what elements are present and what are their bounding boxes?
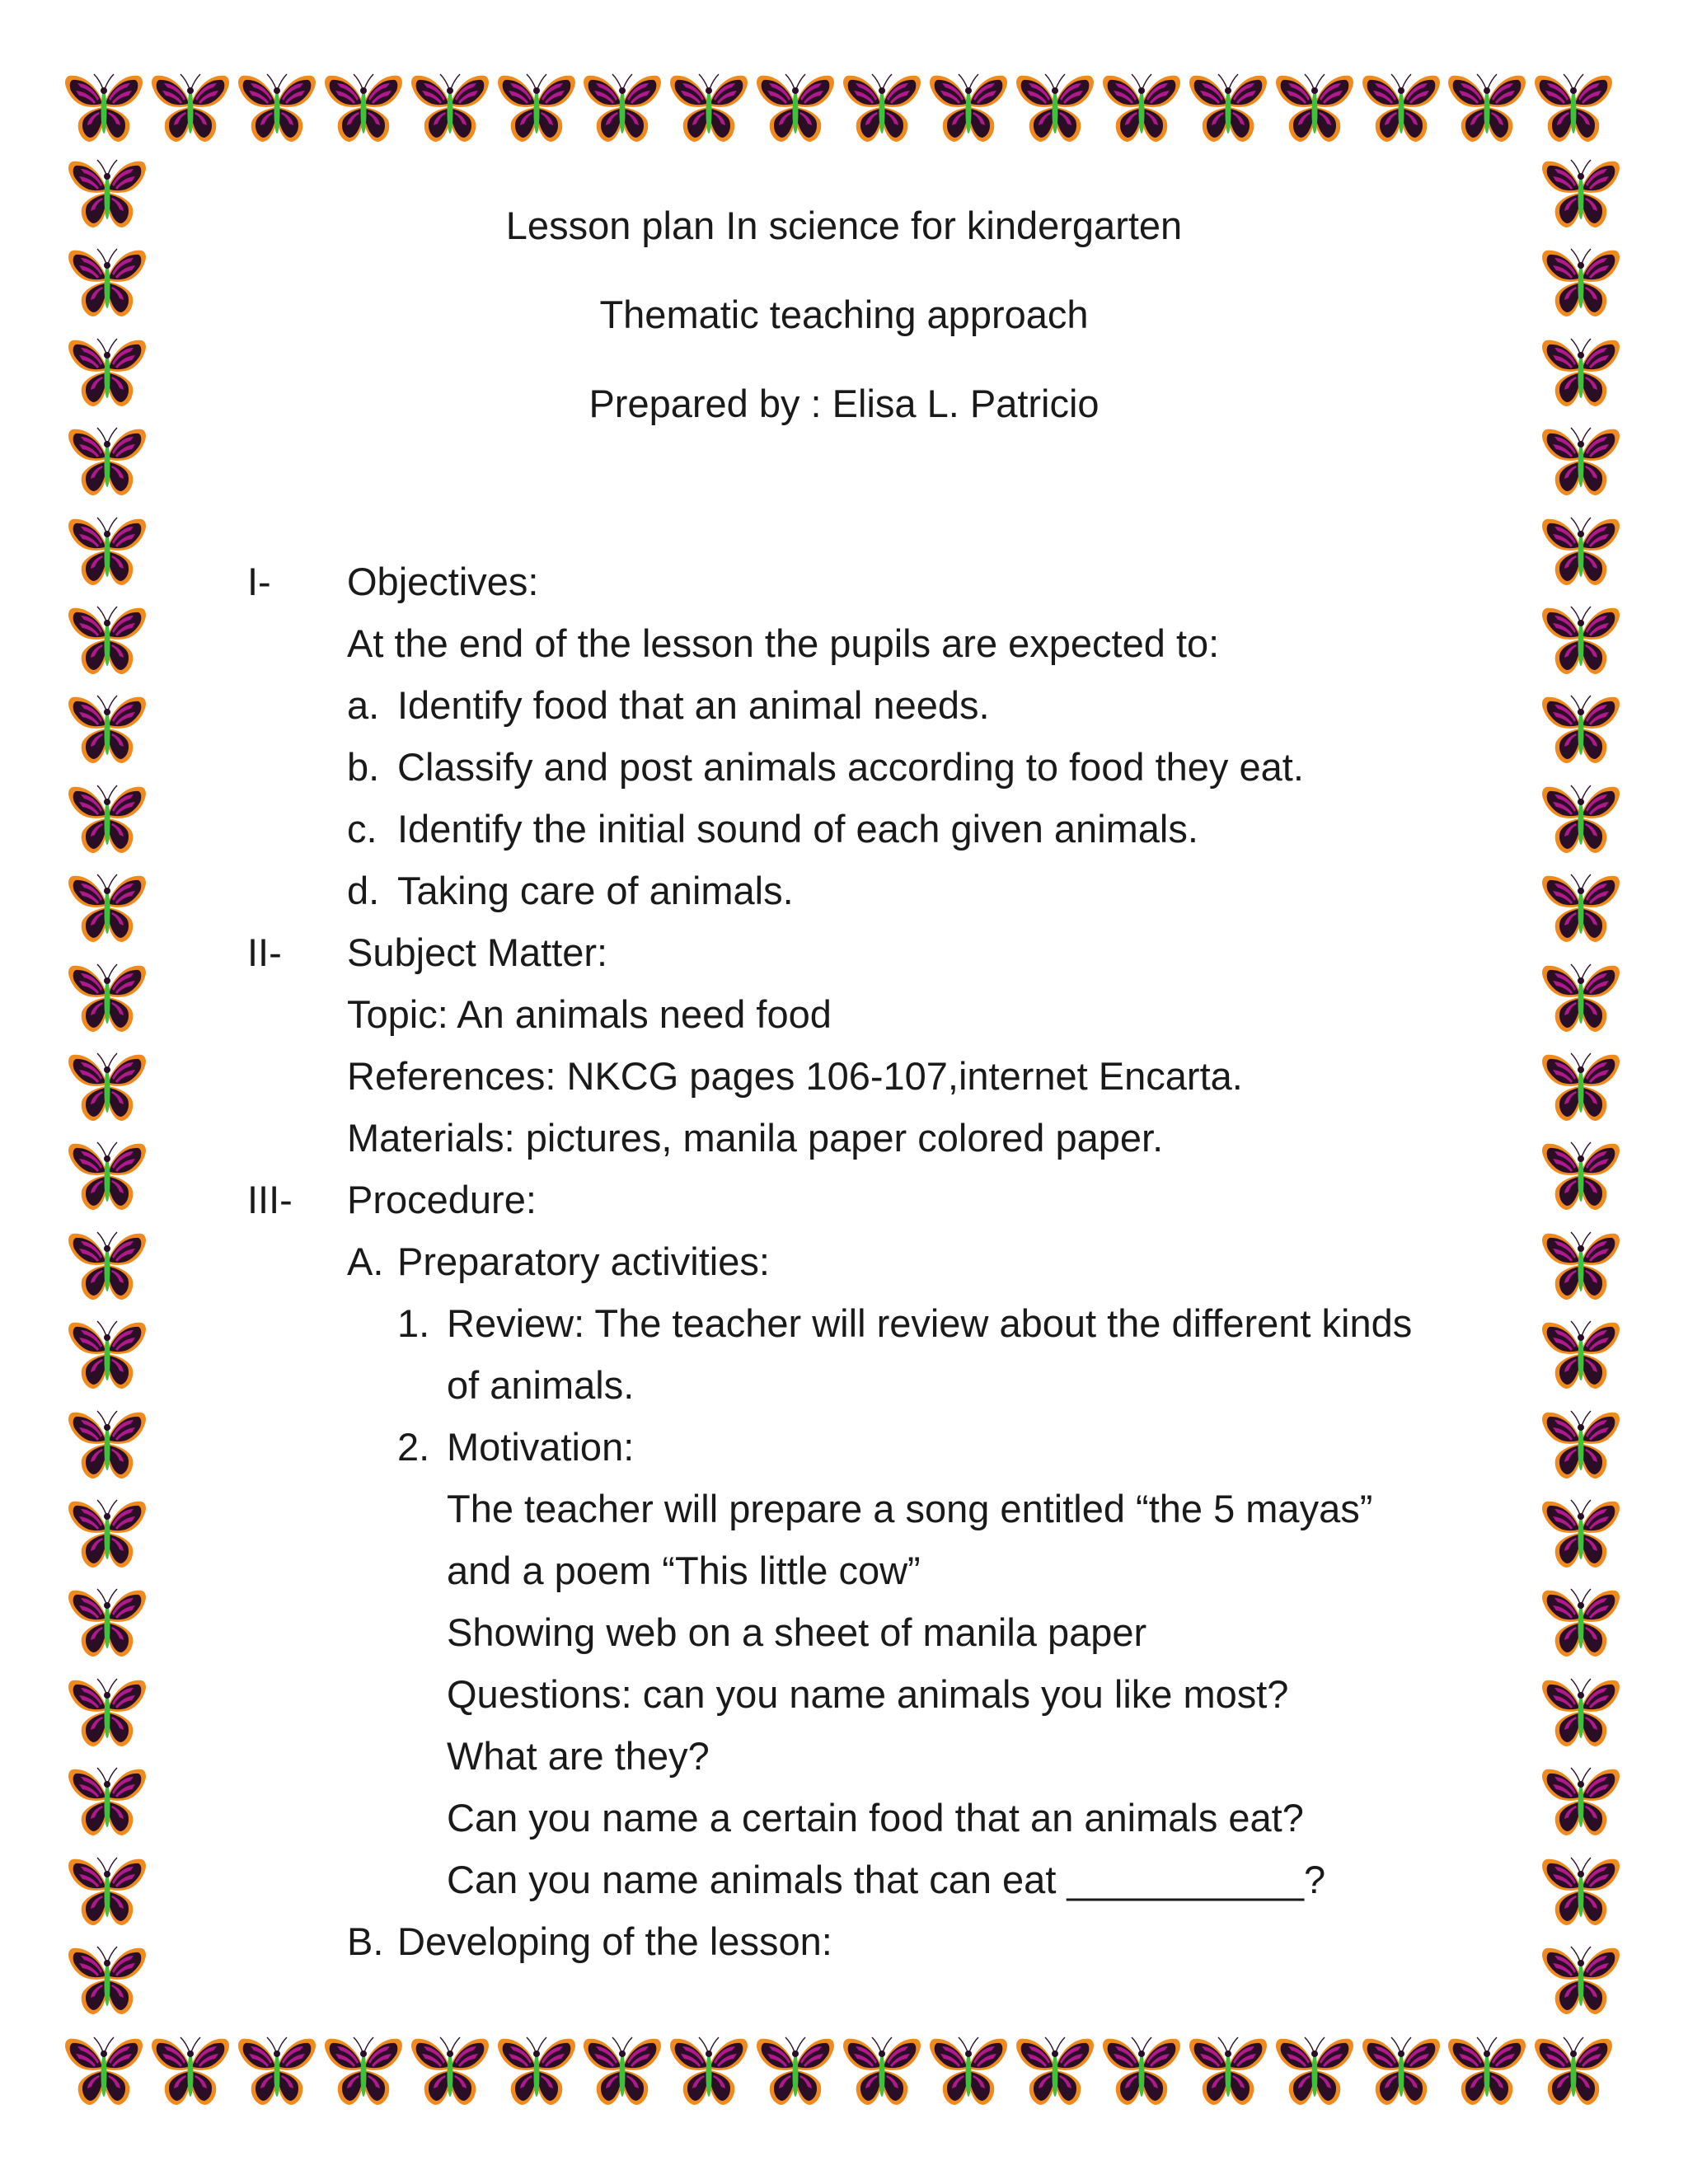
section-title: Subject Matter:: [347, 930, 608, 974]
list-text: Identify food that an animal needs.: [397, 683, 990, 727]
subject-references: References: NKCG pages 106-107,internet Encarta.: [347, 1054, 1243, 1098]
section-numeral: I-: [247, 560, 271, 603]
list-text: Review: The teacher will review about the different kinds: [447, 1301, 1413, 1345]
list-marker: 1.: [397, 1301, 430, 1345]
procedure-review-continued: of animals.: [447, 1363, 635, 1407]
list-marker: A.: [347, 1240, 384, 1283]
subject-topic: Topic: An animals need food: [347, 992, 832, 1036]
list-text: Taking care of animals.: [397, 869, 794, 912]
motivation-line: Can you name a certain food that an animals eat?: [447, 1796, 1304, 1840]
document-author: Prepared by : Elisa L. Patricio: [588, 382, 1100, 425]
motivation-line: Questions: can you name animals you like most?: [447, 1672, 1289, 1716]
list-marker: a.: [347, 683, 380, 727]
section-title: Objectives:: [347, 560, 539, 603]
section-numeral: III-: [247, 1178, 293, 1221]
list-text: Developing of the lesson:: [397, 1919, 832, 1963]
list-marker: 2.: [397, 1425, 430, 1469]
motivation-line: Can you name animals that can eat ___________?: [447, 1858, 1326, 1901]
motivation-line: and a poem “This little cow”: [447, 1549, 921, 1592]
objectives-intro: At the end of the lesson the pupils are expected to:: [347, 621, 1220, 665]
list-marker: b.: [347, 745, 380, 789]
document-title: Lesson plan In science for kindergarten: [505, 204, 1183, 247]
document-approach: Thematic teaching approach: [599, 293, 1089, 336]
list-text: Classify and post animals according to food they eat.: [397, 745, 1304, 789]
list-marker: B.: [347, 1919, 384, 1963]
list-text: Identify the initial sound of each given animals.: [397, 807, 1198, 851]
motivation-line: What are they?: [447, 1734, 710, 1778]
section-title: Procedure:: [347, 1178, 537, 1221]
subject-materials: Materials: pictures, manila paper colored paper.: [347, 1116, 1164, 1160]
list-text: Motivation:: [447, 1425, 635, 1469]
section-numeral: II-: [247, 930, 282, 974]
list-marker: d.: [347, 869, 380, 912]
list-marker: c.: [347, 807, 377, 851]
motivation-line: The teacher will prepare a song entitled “the 5 mayas”: [447, 1487, 1373, 1530]
list-text: Preparatory activities:: [397, 1240, 770, 1283]
motivation-line: Showing web on a sheet of manila paper: [447, 1610, 1147, 1654]
